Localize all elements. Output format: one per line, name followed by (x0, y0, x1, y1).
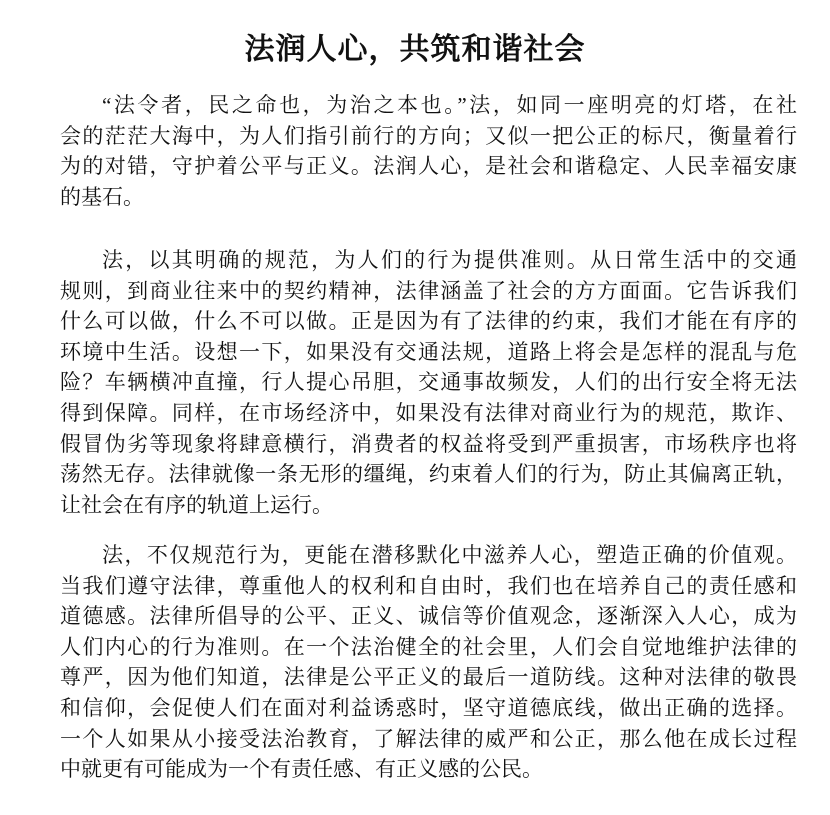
text-line: 中就更有可能成为一个有责任感、有正义感的公民。 (60, 757, 543, 782)
text-line: 人们内心的行为准则。在一个法治健全的社会里，人们会自觉地维护法律的 (60, 634, 797, 659)
document-title: 法润人心，共筑和谐社会 (244, 33, 586, 66)
text-line: 会的茫茫大海中，为人们指引前行的方向；又似一把公正的标尺，衡量着行 (60, 123, 797, 148)
text-line: 得到保障。同样，在市场经济中，如果没有法律对商业行为的规范，欺诈、 (60, 400, 797, 425)
text-line: 规则，到商业往来中的契约精神，法律涵盖了社会的方方面面。它告诉我们 (60, 278, 797, 303)
text-line: 尊严，因为他们知道，法律是公平正义的最后一道防线。这种对法律的敬畏 (60, 665, 797, 690)
text-line: 的基石。 (60, 184, 144, 209)
text-line: 什么可以做，什么不可以做。正是因为有了法律的约束，我们才能在有序的 (60, 309, 797, 334)
text-line: 让社会在有序的轨道上运行。 (60, 492, 333, 517)
text-line: 道德感。法律所倡导的公平、正义、诚信等价值观念，逐渐深入人心，成为 (60, 604, 797, 629)
text-line: 荡然无存。法律就像一条无形的缰绳，约束着人们的行为，防止其偏离正轨， (60, 462, 797, 487)
text-line: 当我们遵守法律，尊重他人的权利和自由时，我们也在培养自己的责任感和 (60, 573, 797, 598)
text-line: 假冒伪劣等现象将肆意横行，消费者的权益将受到严重损害，市场秩序也将 (60, 431, 797, 456)
text-line: 险？车辆横冲直撞，行人提心吊胆，交通事故频发，人们的出行安全将无法 (60, 370, 797, 395)
paragraph-2 (60, 245, 797, 520)
text-line: “法令者，民之命也，为治之本也。”法，如同一座明亮的灯塔，在社 (102, 93, 797, 117)
text-line: 一个人如果从小接受法治教育，了解法律的威严和公正，那么他在成长过程 (60, 726, 797, 751)
text-line: 为的对错，守护着公平与正义。法润人心，是社会和谐稳定、人民幸福安康 (60, 154, 797, 179)
paragraph-3 (60, 540, 797, 785)
text-line: 环境中生活。设想一下，如果没有交通法规，道路上将会是怎样的混乱与危 (60, 339, 797, 364)
text-line: 和信仰，会促使人们在面对利益诱惑时，坚守道德底线，做出正确的选择。 (60, 695, 797, 720)
text-line: 法，不仅规范行为，更能在潜移默化中滋养人心，塑造正确的价值观。 (102, 543, 797, 567)
text-line: 法，以其明确的规范，为人们的行为提供准则。从日常生活中的交通 (102, 248, 797, 272)
paragraph-1 (60, 90, 797, 212)
